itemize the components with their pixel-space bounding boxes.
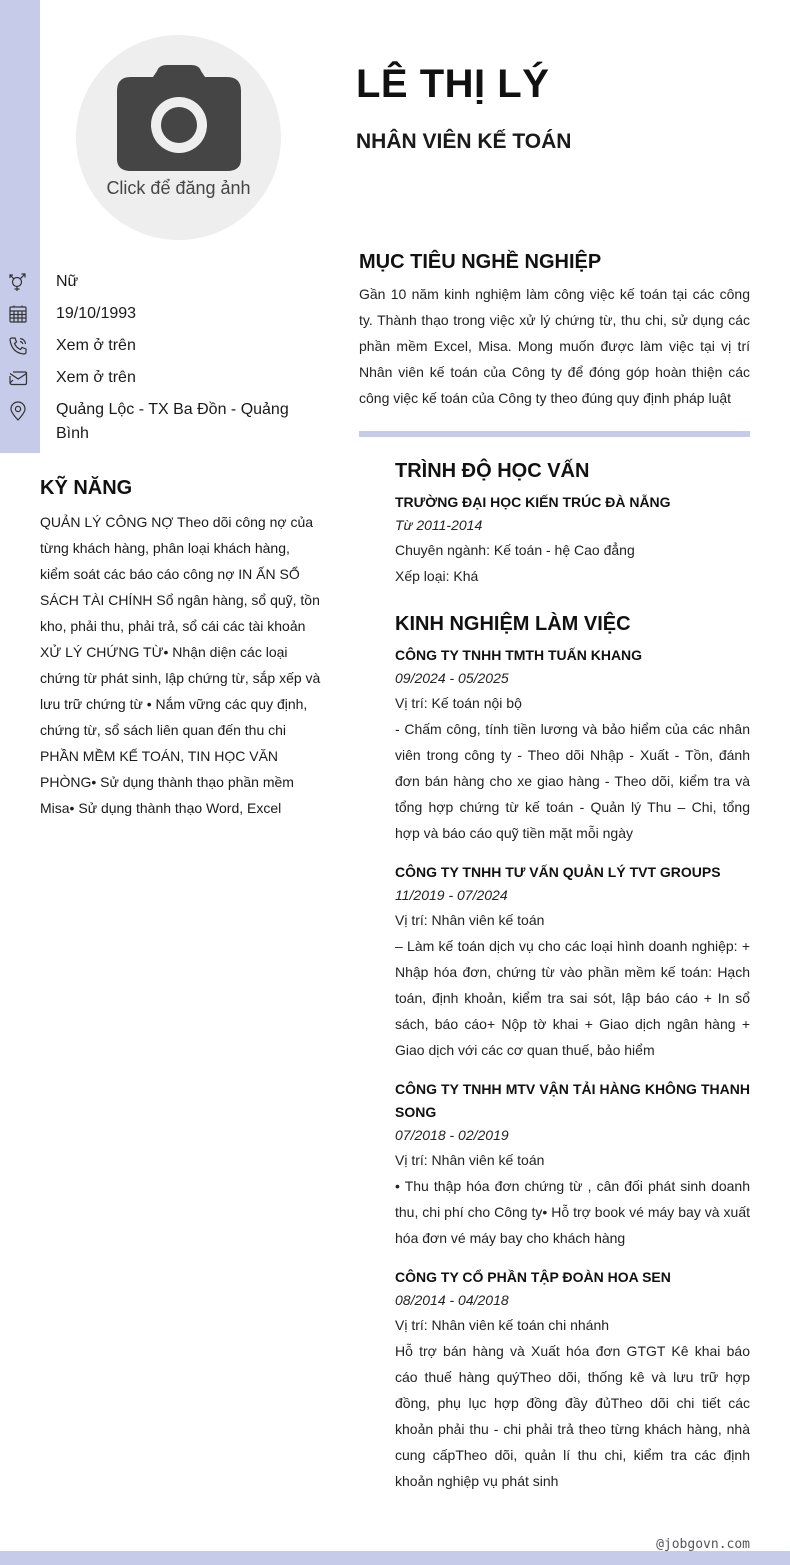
experience-company: CÔNG TY CỔ PHẦN TẬP ĐOÀN HOA SEN [395,1269,671,1285]
bottom-accent-band [0,1551,790,1565]
info-phone [0,334,320,358]
location-icon [8,401,28,421]
info-birthday [0,302,320,326]
candidate-job-title: NHÂN VIÊN KẾ TOÁN [356,130,572,153]
experience-period: 09/2024 - 05/2025 [395,670,509,686]
experience-company: CÔNG TY TNHH TMTH TUẤN KHANG [395,647,643,663]
skills-heading: KỸ NĂNG [40,477,133,499]
education-school: TRƯỜNG ĐẠI HỌC KIẾN TRÚC ĐÀ NẴNG [395,494,671,510]
experience-description: Hỗ trợ bán hàng và Xuất hóa đơn GTGT Kê khai báo cáo thuế hàng quýTheo dõi, thống kê và lưu trữ hợp đồng, phụ lục hợp đồng đầy đủTheo dõi chi tiết các khoản phải thu - chi phải trả theo từng khách hàng, nhà cung cấpTheo dõi, quản lí thu chi, kiểm tra các định khoản nghiệp vụ phát sinh [395,1343,750,1489]
experience-position: Vị trí: Nhân viên kế toán chi nhánh [395,1317,610,1333]
info-email-value: Xem ở trên [56,369,136,386]
experience-entry [395,861,750,1063]
info-phone-value: Xem ở trên [56,337,136,354]
experience-entry [395,1078,750,1251]
experience-period: 11/2019 - 07/2024 [395,887,508,903]
skills-text: QUẢN LÝ CÔNG NỢ Theo dõi công nợ của từng khách hàng, phân loại khách hàng, kiểm soát các báo cáo công nợ IN ẤN SỔ SÁCH TÀI CHÍNH Sổ ngân hàng, sổ quỹ, tồn kho, phải thu, phải trả, sổ cái các tài khoản XỬ LÝ CHỨNG TỪ• Nhận diện các loại chứng từ phát sinh, lập chứng từ, sắp xếp và lưu trữ chứng từ • Nắm vững các quy định, chứng từ, sổ sách liên quan đến thu chi PHẦN MỀM KẾ TOÁN, TIN HỌC VĂN PHÒNG• Sử dụng thành thạo phần mềm Misa• Sử dụng thành thạo Word, Excel [40,514,321,816]
info-address-value: Quảng Lộc - TX Ba Đồn - Quảng Bình [56,401,289,442]
experience-description: – Làm kế toán dịch vụ cho các loại hình doanh nghiệp: + Nhập hóa đơn, chứng từ vào phần mềm kế toán: Hạch toán, định khoản, kiểm tra sai sót, lập báo cáo + In sổ sách, báo cáo+ Nộp tờ khai + Giao dịch ngân hàng + Giao dịch với các cơ quan thuế, bảo hiểm [395,938,750,1058]
info-address [0,398,320,446]
experience-period: 07/2018 - 02/2019 [395,1127,509,1143]
site-watermark: @jobgovn.com [656,1537,750,1552]
experience-company: CÔNG TY TNHH TƯ VẤN QUẢN LÝ TVT GROUPS [395,864,721,880]
info-email [0,366,320,390]
experience-heading: KINH NGHIỆM LÀM VIỆC [395,613,631,635]
education-heading: TRÌNH ĐỘ HỌC VẤN [395,460,590,482]
phone-icon [8,336,28,356]
experience-entry [395,644,750,846]
experience-entry [395,1266,750,1494]
objective-divider [359,431,750,437]
experience-description: • Thu thập hóa đơn chứng từ , cân đối phát sinh doanh thu, chi phí cho Công ty• Hỗ trợ book vé máy bay và xuất hóa đơn vé máy bay cho khách hàng [395,1178,750,1246]
calendar-icon [8,304,28,324]
education-period: Từ 2011-2014 [395,517,483,533]
education-major: Chuyên ngành: Kế toán - hệ Cao đẳng [395,542,635,558]
info-gender [0,270,320,294]
experience-position: Vị trí: Kế toán nội bộ [395,695,522,711]
photo-upload[interactable] [76,35,281,240]
education-entry [395,491,750,589]
experience-company: CÔNG TY TNHH MTV VẬN TẢI HÀNG KHÔNG THANH SONG [395,1081,750,1120]
objective-text: Gần 10 năm kinh nghiệm làm công việc kế toán tại các công ty. Thành thạo trong việc xử lý chứng từ, thu chi, sử dụng các phần mềm Excel, Misa. Mong muốn được làm việc tại vị trí Nhân viên kế toán của Công ty để đóng góp hoàn thiện các công việc kế toán của Công ty theo đúng quy định pháp luật [359,286,750,406]
experience-position: Vị trí: Nhân viên kế toán [395,1152,545,1168]
email-icon [8,368,28,388]
photo-upload-label: Click để đăng ảnh [106,178,251,198]
experience-period: 08/2014 - 04/2018 [395,1292,509,1308]
experience-description: - Chấm công, tính tiền lương và bảo hiểm của các nhân viên trong công ty - Theo dõi Nhập - Xuất - Tồn, đánh đơn bán hàng cho xe giao hàng - Theo dõi, kiểm tra và tổng hợp chứng từ kế toán - Quản lý Thu – Chi, tổng hợp và báo cáo quỹ tiền mặt mỗi ngày [395,721,750,841]
camera-icon [117,65,241,173]
info-birthday-value: 19/10/1993 [56,305,137,322]
info-gender-value: Nữ [56,273,79,290]
gender-icon [8,272,28,292]
experience-position: Vị trí: Nhân viên kế toán [395,912,545,928]
education-grade: Xếp loại: Khá [395,568,479,584]
candidate-name: LÊ THỊ LÝ [356,62,550,106]
objective-heading: MỤC TIÊU NGHỀ NGHIỆP [359,251,602,273]
